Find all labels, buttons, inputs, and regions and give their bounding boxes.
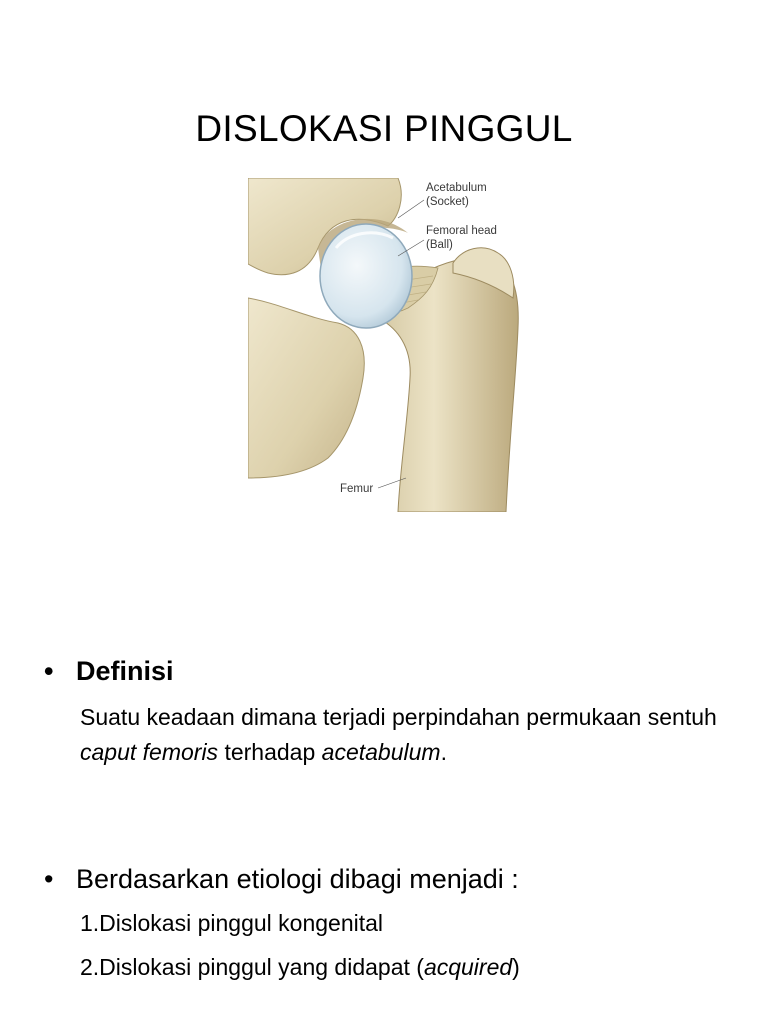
definition-italic-caput: caput femoris — [80, 739, 219, 765]
slide-title: DISLOKASI PINGGUL — [195, 108, 573, 149]
femoral-head — [320, 224, 412, 328]
definition-heading: Definisi — [76, 656, 174, 686]
list-item-italic: acquired — [423, 954, 513, 980]
bullet-dot: • — [44, 864, 54, 894]
etiology-heading: Berdasarkan etiologi dibagi menjadi : — [76, 864, 519, 894]
definition-text — [80, 700, 720, 770]
bullet-dot: • — [44, 656, 54, 686]
label-femoral-head: Femoral head — [426, 225, 497, 237]
label-acetabulum: Acetabulum — [426, 182, 487, 194]
list-item-congenital — [80, 906, 383, 940]
label-socket: (Socket) — [426, 196, 469, 208]
bullet-etiology — [44, 862, 519, 896]
definition-part2: terhadap — [218, 739, 322, 765]
definition-part1: Suatu keadaan dimana terjadi perpindahan permukaan sentuh — [80, 704, 717, 730]
label-femur: Femur — [340, 483, 374, 495]
definition-part3: . — [440, 739, 447, 765]
list-item-acquired — [80, 950, 520, 984]
hip-joint-illustration — [248, 178, 524, 512]
list-item-text: 1.Dislokasi pinggul kongenital — [80, 910, 384, 936]
definition-italic-acetabulum: acetabulum — [321, 739, 441, 765]
bullet-definition — [44, 654, 174, 688]
hip-joint-diagram — [248, 178, 524, 512]
list-item-text: 2.Dislokasi pinggul yang didapat ( — [80, 954, 424, 980]
list-item-end: ) — [512, 954, 520, 980]
label-ball: (Ball) — [426, 239, 453, 251]
